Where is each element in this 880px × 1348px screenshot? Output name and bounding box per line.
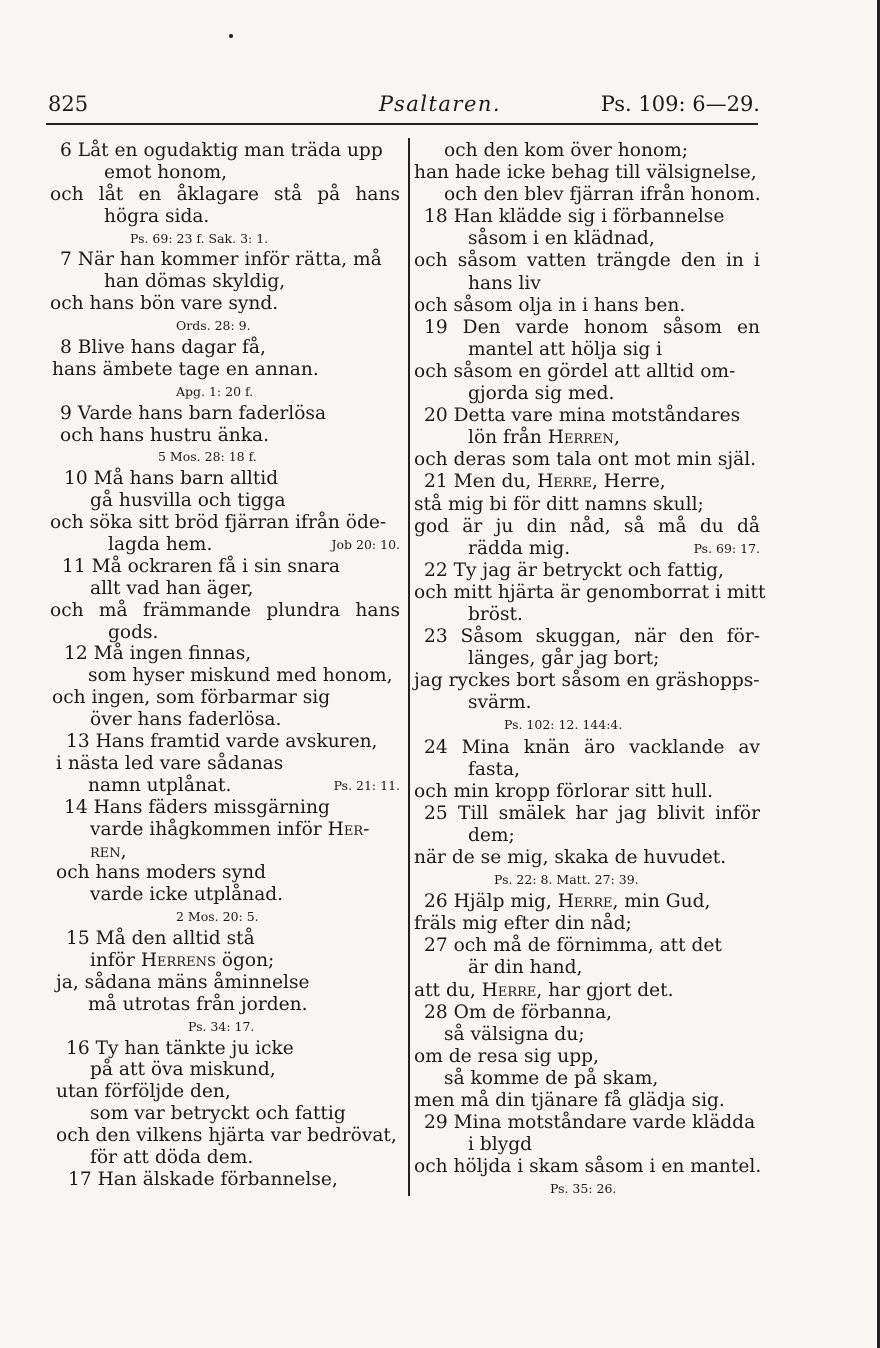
divine-name: Herre [537, 471, 592, 493]
verse-line: och må främmande plundra hans [50, 599, 400, 621]
verse-text: lön från [468, 427, 548, 449]
cross-reference: Ps. 35: 26. [550, 1181, 617, 1197]
divine-name: Herrens [140, 949, 216, 971]
verse-range: Ps. 109: 6—29. [600, 92, 760, 116]
verse-line: och såsom olja in i hans ben. [414, 294, 686, 316]
verse-line: 15 Må den alltid stå [66, 928, 255, 950]
verse-line: må utrotas från jorden. [88, 993, 308, 1015]
verse-line: 12 Må ingen finnas, [64, 643, 252, 665]
verse-line: som hyser miskund med honom, [88, 665, 393, 687]
verse-text: , min Gud, [612, 891, 711, 913]
verse-text: 21 Men du, [424, 471, 538, 493]
verse-line: såsom i en klädnad, [468, 228, 655, 250]
verse-line: jag ryckes bort såsom en gräshopps- [414, 670, 760, 692]
verse-line: och låt en åklagare stå på hans [50, 183, 400, 205]
verse-line: 17 Han älskade förbannelse, [68, 1168, 338, 1190]
verse-line: och den vilkens hjärta var bedrövat, [56, 1125, 397, 1147]
verse-line: hans liv [468, 272, 541, 294]
divine-name: Her- [327, 818, 370, 840]
divine-name: Herren [547, 427, 614, 449]
verse-line: och söka sitt bröd fjärran ifrån öde- [50, 512, 387, 534]
verse-text: inför [90, 949, 141, 971]
verse-line: varde icke utplånad. [90, 884, 284, 906]
verse-line [50, 841, 400, 863]
verse-line: och deras som tala ont mot min själ. [414, 449, 757, 471]
verse-line: är din hand, [468, 957, 583, 979]
verse-line [50, 950, 400, 972]
verse-text: namn utplånat. [88, 774, 232, 796]
cross-reference: Ords. 28: 9. [176, 318, 251, 334]
verse-line: allt vad han äger, [90, 577, 254, 599]
verse-line: och mitt hjärta är genomborrat i mitt [414, 581, 766, 603]
verse-line: och ingen, som förbarmar sig [52, 687, 331, 709]
verse-line [414, 471, 760, 493]
cross-reference: Job 20: 10. [331, 537, 400, 553]
verse-text: , har gjort det. [536, 979, 674, 1001]
verse-line: och höljda i skam såsom i en mantel. [414, 1156, 762, 1178]
verse-text: ögon; [215, 949, 275, 971]
verse-line: och hans hustru änka. [60, 424, 270, 446]
verse-line: 6 Låt en ogudaktig man träda upp [60, 140, 383, 161]
verse-line: utan förföljde den, [56, 1081, 231, 1103]
verse-line: 16 Ty han tänkte ju icke [66, 1037, 294, 1059]
verse-line: 20 Detta vare mina motståndares [424, 405, 741, 427]
verse-line: gjorda sig med. [468, 383, 615, 405]
verse-line: 13 Hans framtid varde avskuren, [66, 731, 378, 753]
verse-line: och hans bön vare synd. [50, 293, 279, 315]
verse-line: han hade icke behag till välsignelse, [414, 162, 757, 184]
cross-reference: Apg. 1: 20 f. [176, 383, 254, 399]
cross-reference: Ps. 102: 12. 144:4. [504, 717, 623, 733]
verse-line: och min kropp förlorar sitt hull. [414, 780, 713, 802]
verse-line [414, 891, 760, 913]
cross-reference: Ps. 69: 23 f. Sak. 3: 1. [130, 230, 269, 246]
verse-line: fasta, [468, 758, 520, 780]
verse-line: hans ämbete tage en annan. [52, 358, 319, 380]
cross-reference: 5 Mos. 28: 18 f. [158, 449, 257, 465]
verse-line: men må din tjänare få glädja sig. [414, 1090, 725, 1112]
verse-line: 10 Må hans barn alltid [64, 468, 279, 490]
verse-line: bröst. [468, 603, 523, 625]
verse-line: på att öva miskund, [90, 1059, 276, 1081]
verse-line: när de se mig, skaka de huvudet. [414, 847, 727, 868]
verse-line: 19 Den varde honom såsom en [424, 316, 760, 338]
header-rule [46, 123, 758, 125]
right-column [414, 140, 766, 1201]
verse-line: och den kom över honom; [444, 140, 689, 161]
column-divider [408, 138, 410, 1196]
verse-line: stå mig bi för ditt namns skull; [414, 493, 704, 515]
verse-line: 11 Må ockraren få i sin snara [62, 555, 340, 577]
verse-text: , Herre, [591, 471, 666, 493]
cross-reference: Ps. 22: 8. Matt. 27: 39. [494, 872, 639, 888]
page-number: 825 [48, 92, 89, 116]
verse-line: högra sida. [104, 205, 210, 227]
cross-reference: Ps. 34: 17. [188, 1018, 255, 1034]
verse-line [50, 775, 400, 797]
cross-reference: 2 Mos. 20: 5. [176, 909, 259, 925]
verse-line: och såsom en gördel att alltid om- [414, 360, 736, 382]
left-column [50, 140, 400, 1191]
divine-name: ren, [90, 840, 127, 862]
verse-line: 7 När han kommer inför rätta, må [60, 249, 382, 271]
verse-line: dem; [468, 824, 515, 846]
cross-reference: Ps. 69: 17. [693, 540, 760, 556]
ink-speck [229, 34, 233, 38]
verse-line: emot honom, [104, 161, 228, 183]
verse-line: i blygd [468, 1134, 533, 1156]
cross-reference: Ps. 21: 11. [333, 777, 400, 793]
verse-line: i nästa led vare sådanas [56, 752, 284, 774]
verse-line: och den blev fjärran ifrån honom. [444, 184, 761, 206]
verse-line [50, 534, 400, 556]
verse-line: 27 och må de förnimma, att det [424, 935, 722, 957]
page-header [0, 88, 880, 124]
verse-line: 14 Hans fäders missgärning [64, 796, 330, 818]
verse-line: ja, sådana mäns åminnelse [56, 971, 310, 993]
verse-line: 8 Blive hans dagar få, [60, 337, 266, 359]
verse-line: så komme de på skam, [444, 1067, 659, 1089]
verse-line: om de resa sig upp, [414, 1045, 599, 1067]
verse-line: och hans moders synd [56, 862, 266, 884]
verse-line: svärm. [468, 692, 532, 714]
verse-line: gods. [108, 621, 159, 643]
verse-line: 22 Ty jag är betryckt och fattig, [424, 559, 724, 581]
verse-line: han dömas skyldig, [104, 271, 286, 293]
verse-text: varde ihågkommen inför [90, 818, 328, 840]
verse-line: och såsom vatten trängde den in i [414, 250, 760, 272]
verse-line: 25 Till smälek har jag blivit inför [424, 802, 760, 824]
verse-line: 18 Han klädde sig i förbannelse [424, 206, 725, 228]
verse-line [414, 538, 760, 560]
divine-name: Herre [557, 891, 613, 913]
verse-line [414, 980, 760, 1002]
verse-line: som var betryckt och fattig [90, 1103, 346, 1125]
verse-line: god är ju din nåd, så må du då [414, 515, 760, 537]
verse-line: 23 Såsom skuggan, när den för- [424, 626, 760, 648]
verse-line: över hans faderlösa. [90, 709, 282, 731]
verse-line: för att döda dem. [90, 1146, 254, 1168]
running-title: Psaltaren. [378, 92, 502, 116]
divine-name: Herre [481, 979, 537, 1001]
verse-line: 29 Mina motståndare varde klädda [424, 1112, 756, 1134]
verse-text: lagda hem. [108, 534, 213, 556]
verse-line: mantel att hölja sig i [468, 338, 663, 360]
verse-text: , [613, 427, 620, 449]
verse-line: fräls mig efter din nåd; [414, 913, 632, 935]
verse-line: 28 Om de förbanna, [424, 1001, 613, 1023]
verse-line: gå husvilla och tigga [90, 490, 286, 512]
verse-text: rädda mig. [468, 537, 571, 559]
verse-text: 26 Hjälp mig, [424, 891, 558, 913]
verse-line: 24 Mina knän äro vacklande av [424, 736, 760, 758]
verse-line: så välsigna du; [444, 1023, 585, 1045]
verse-line: länges, går jag bort; [468, 648, 660, 670]
verse-line [414, 427, 760, 449]
verse-line: 9 Varde hans barn faderlösa [60, 402, 327, 424]
verse-text: att du, [414, 979, 482, 1001]
verse-line [50, 819, 400, 841]
